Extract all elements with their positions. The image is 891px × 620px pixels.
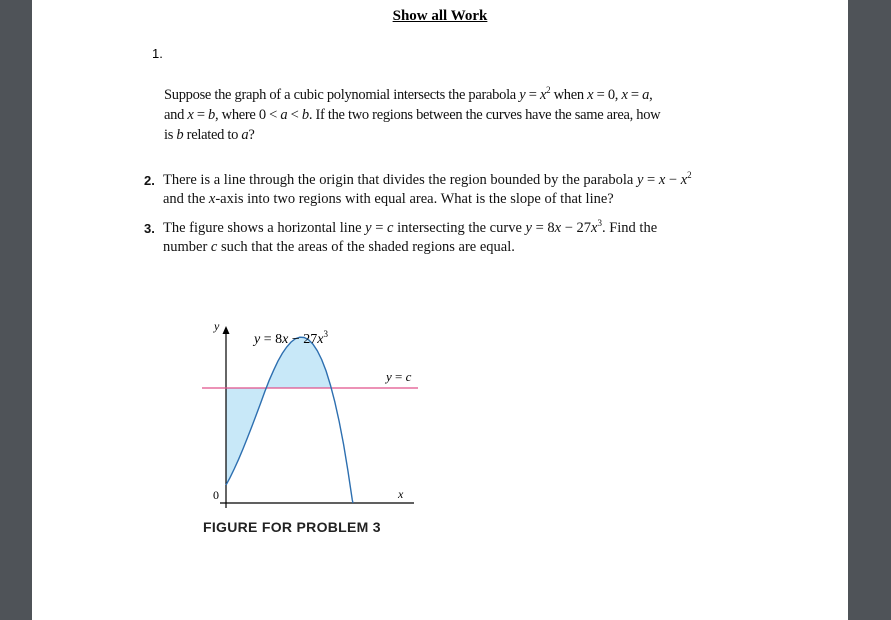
- x-axis-label: x: [398, 487, 404, 501]
- document-page: [32, 0, 848, 620]
- curve-label: $y = 8x - 27x^3$: [254, 329, 328, 347]
- line-label: y = c: [386, 369, 412, 384]
- question-2-line-2: and the x-axis into two regions with equal area. What is the slope of that line?: [163, 191, 614, 207]
- question-1-line-1: Suppose the graph of a cubic polynomial intersects the parabola $y = x^2$ when x = 0, x = a,: [164, 85, 653, 103]
- question-3-line-2: number c such that the areas of the shaded regions are equal.: [163, 239, 515, 255]
- question-2-number: 2.: [144, 173, 155, 188]
- y-axis-arrow: [223, 326, 230, 334]
- question-1-line-2: and x = b, where 0 < a < b. If the two regions between the curves have the same area, how: [164, 107, 661, 123]
- question-1-number: 1.: [152, 46, 163, 61]
- question-3-number: 3.: [144, 221, 155, 236]
- viewer-right-gutter: [848, 0, 891, 620]
- problem-3-figure: [192, 318, 432, 518]
- y-axis-label: y: [214, 319, 220, 333]
- origin-label: 0: [213, 488, 219, 502]
- figure-caption: FIGURE FOR PROBLEM 3: [203, 519, 381, 535]
- question-2: [144, 171, 744, 209]
- question-1-text: [164, 85, 684, 145]
- question-3-line-1: The figure shows a horizontal line y = c intersecting the curve $y = 8x - 27x^3$. Find the: [163, 218, 658, 236]
- page-title: Show all Work: [392, 8, 488, 24]
- question-3: [144, 219, 744, 257]
- question-1-line-3: is b related to a?: [164, 127, 255, 143]
- question-2-line-1: There is a line through the origin that divides the region bounded by the parabola $y = x - x^2$: [163, 170, 692, 188]
